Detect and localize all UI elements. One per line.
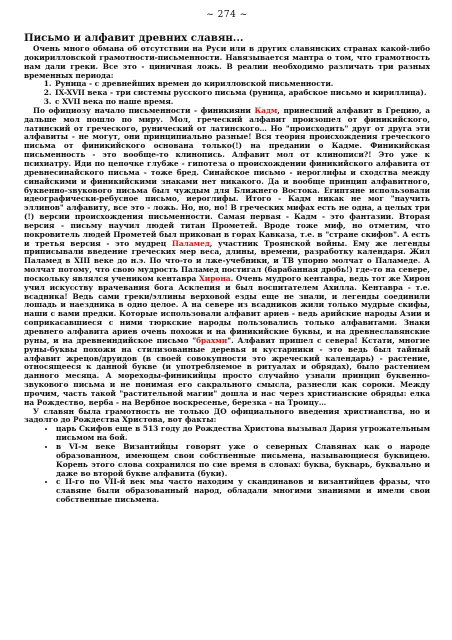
text-run: ". Алфавит пришел с севера! Кстати, многие руны-буквы похожи на стилизованные деревья и кустарники - это ведь был тайный алфавит жрецов/друидов (в своей совокупности это жреческий календарь) - растение, относящееся к данной букве (и употребляемое в ритуалах и обрядах), было растением данного месяца. А мореходы-финикийцы просто случайно узнали принцип буквенно-звукового письма и не понимая его сакрального смысла, разнесли как сороки. Между прочим, часть такой "растительной магии" дошла и нас через христианские обряды: елка на Рождество, верба - на Вербное воскресенье, березка - на Троицу… <box>24 335 430 407</box>
highlighted-name-kadm: Кадм <box>254 105 278 115</box>
page-number: ~ 274 ~ <box>206 10 248 20</box>
facts-intro-paragraph: У славян была грамотность не только ДО официального введения христианства, но и задолго до Рождества Христова, вот факты: <box>24 406 430 425</box>
period-item: 1. Руница - с древнейших времен до кирилловской письменности. <box>54 80 430 89</box>
highlighted-name-hiron: Хирона <box>199 273 231 283</box>
highlighted-name-brahmi: брахми <box>196 335 228 345</box>
periods-list <box>24 80 430 107</box>
fact-item: • царь Скифов еще в 513 году до Рождества Христова вызывал Дария угрожательным письмом на бой. <box>56 425 430 443</box>
period-item: 3. с XVII века по наше время. <box>54 98 430 107</box>
text-run: , участник Троянской войны. Ему же легенды приписывали введение греческих мер веса, длины, времени, разработку календаря. Жил Паламед в XIII веке до н.э. По что-то и лже-учебники, и ТВ упорно молчат о Паламеде. А молчат потому, что свою мудрость Паламед постигал (барабанная дробь!) где-то на севере, поскольку являлся учеником кентавра <box>24 238 430 283</box>
section-title: Письмо и алфавит древних славян... <box>24 32 244 44</box>
highlighted-name-palamed: Паламед <box>171 238 210 248</box>
facts-list <box>24 425 430 505</box>
intro-paragraph: Очень много обмана об отсутствии на Руси или в других славянских странах какой-либо докирилловской грамотности-письменности. Навязывается мантра о том, что грамотность нам дали греки. Все это - циничная ложь. В реалии необходимо различать три разных временных периода: <box>24 44 430 80</box>
fact-item: • с II-го по VII-й век мы часто находим у скандинавов и византийцев фразы, что славяне были образованный народ, обладали многими знаниями и имели свои собственные письмена. <box>56 478 430 505</box>
period-item: 2. IX-XVII века - три системы русского письма (руница, арабское письмо и кириллица). <box>54 89 430 98</box>
text-run: , принесший алфавит в Грецию, а дальше мол пошло по миру. Мол, греческий алфавит произошел от финикийского, латинский от греческого, рунический от латинского… Но "происходить" друг от друга эти алфавиты - не могут, они принципиально разные! Вся теория происхождения греческого письма от финикийского основана только(!) на предании о Кадме. Финикийская письменность - это вообще-то клинопись. Алфавит мол от клинописи?! Это уже к психиатру. Иди по цепочке глубже - гипотеза о происхождении финикийского алфавита от древнесинайского письма - тоже бред. Синайское письмо - иероглифы и сходства между синайскими и финикийскими знаками нет никакого. Да и вообще принцип алфавитного, буквенно-звукового письма был чуждым для Ближнего Востока. Египтяне использовали идеографически-ребусное письмо, иероглифы. Итого - Кадм никак не мог "научить эллинов" алфавиту, все это - ложь. Но, но, но! В греческих мифах есть не одна, а целых три (!) версии происхождения письменности. Самая первая - Кадм - это фантазии. Вторая версия - письму научил людей титан Прометей. Вроде тоже миф, но отметим, что покровитель людей Прометей был прикован в горах Кавказа, т.е. в "стране скифов". А есть и третья версия - это мудрец <box>24 105 430 248</box>
text-run: . Очень мудрого кентавра, ведь тот же Хирон учил искусству врачевания бога Асклепия и был воспитателем Ахилла. Кентавра - т.е. всадника! Ведь сами греки/эллины верховой езды еще не знали, и легенды соединили лошадь и наездника в одно целое. А на севере из всадников жили только мудрые скифы, наши с вами предки. Которые использовали алфавит ариев - ведь арийские народы Азии и соприкасавшиеся с ними тюркские народы пользовались только алфавитами. Знаки древнего алфавита ариев очень похожи и на финикийские буквы, и на древнеславянские руны, и на древнеиндийское письмо " <box>24 273 430 345</box>
fact-item: • в VI-м веке Византийцы говорят уже о северных Славянах как о народе образованном, имеющем свои собственные письмена, называющиеся буквицею. Корень этого слова сохранился по сие время в словах: буква, букварь, буквально и даже во второй букве алфавита (буки). <box>56 443 430 478</box>
body-paragraph <box>24 107 430 408</box>
text-run: По официозу начало письменности - финикияни <box>33 105 255 115</box>
